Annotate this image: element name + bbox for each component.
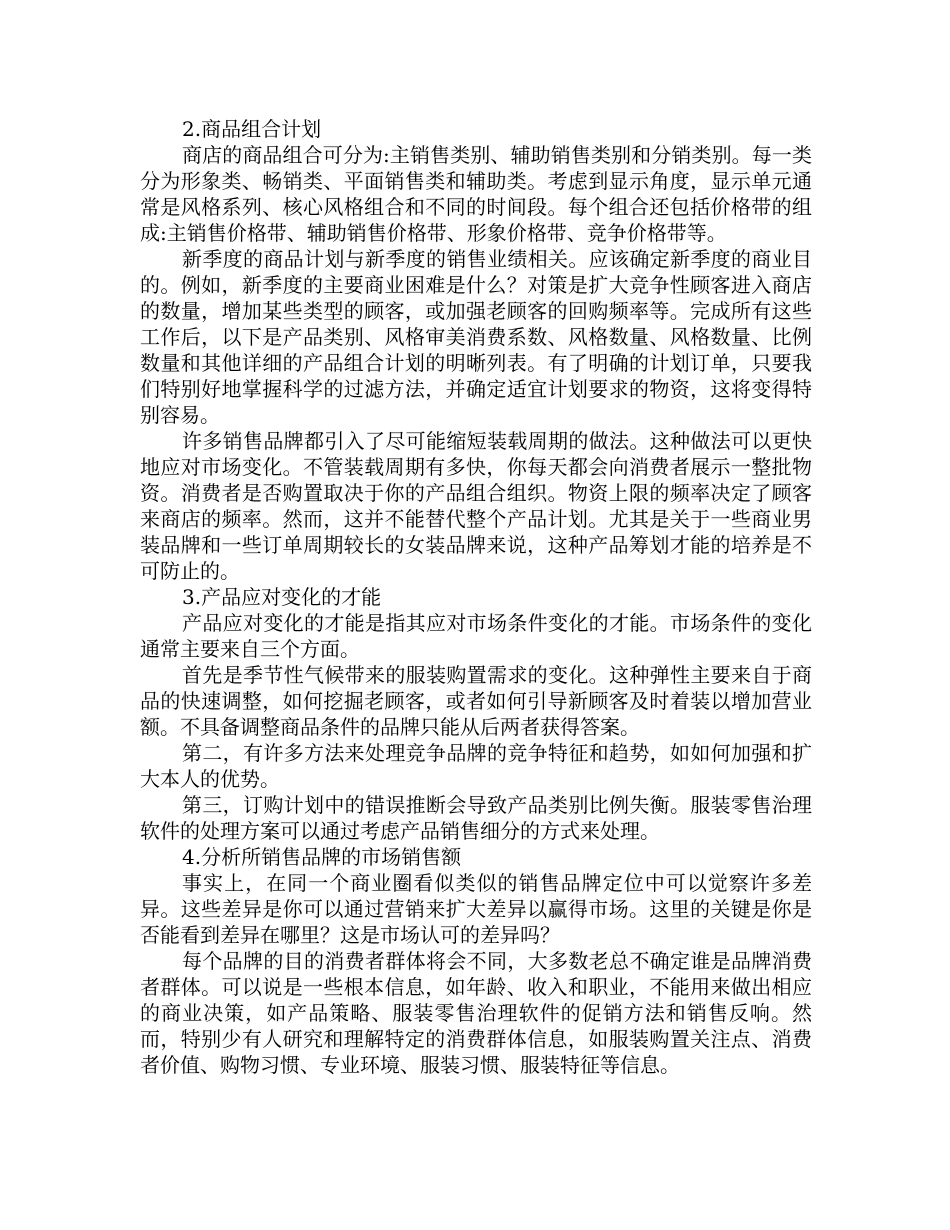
- paragraph-new-season-plan: 新季度的商品计划与新季度的销售业绩相关。应该确定新季度的商业目的。例如，新季度的主要商业困难是什么？对策是扩大竞争性顾客进入商店的数量，增加某些类型的顾客，或加强老顾客的回购频率等。完成所有这些工作后，以下是产品类别、风格审美消费系数、风格数量、风格数量、比例数量和其他详细的产品组合计划的明晰列表。有了明确的计划订单，只要我们特别好地掌握科学的过滤方法，并确定适宜计划要求的物资，这将变得特别容易。: [140, 247, 812, 427]
- paragraph-product-mix-categories: 商店的商品组合可分为:主销售类别、辅助销售类别和分销类别。每一类分为形象类、畅销类、平面销售类和辅助类。考虑到显示角度，显示单元通常是风格系列、核心风格组合和不同的时间段。每个组合还包括价格带的组成:主销售价格带、辅助销售价格带、形象价格带、竞争价格带等。: [140, 143, 812, 245]
- section-heading-market-sales: 4.分析所销售品牌的市场销售额: [182, 845, 462, 869]
- section-heading-adaptability: 3.产品应对变化的才能: [182, 585, 382, 609]
- paragraph-order-errors: 第三，订购计划中的错误推断会导致产品类别比例失衡。服装零售治理软件的处理方案可以通过考虑产品销售细分的方式来处理。: [140, 793, 812, 843]
- section-heading-product-mix: 2.商品组合计划: [182, 117, 322, 141]
- paragraph-seasonal-change: 首先是季节性气候带来的服装购置需求的变化。这种弹性主要来自于商品的快速调整，如何挖掘老顾客，或者如何引导新顾客及时着装以增加营业额。不具备调整商品条件的品牌只能从后两者获得答案。: [140, 663, 812, 739]
- paragraph-adaptability-intro: 产品应对变化的才能是指其应对市场条件变化的才能。市场条件的变化通常主要来自三个方面。: [140, 611, 812, 661]
- paragraph-competition: 第二，有许多方法来处理竞争品牌的竞争特征和趋势，如如何加强和扩大本人的优势。: [140, 741, 812, 791]
- paragraph-target-consumers: 每个品牌的目的消费者群体将会不同，大多数老总不确定谁是品牌消费者群体。可以说是一些根本信息，如年龄、收入和职业，不能用来做出相应的商业决策，如产品策略、服装零售治理软件的促销方法和销售反响。然而，特别少有人研究和理解特定的消费群体信息，如服装购置关注点、消费者价值、购物习惯、专业环境、服装习惯、服装特征等信息。: [140, 949, 812, 1077]
- paragraph-loading-cycle: 许多销售品牌都引入了尽可能缩短装载周期的做法。这种做法可以更快地应对市场变化。不管装载周期有多快，你每天都会向消费者展示一整批物资。消费者是否购置取决于你的产品组合组织。物资上限的频率决定了顾客来商店的频率。然而，这并不能替代整个产品计划。尤其是关于一些商业男装品牌和一些订单周期较长的女装品牌来说，这种产品筹划才能的培养是不可防止的。: [140, 429, 812, 583]
- paragraph-brand-differences: 事实上，在同一个商业圈看似类似的销售品牌定位中可以觉察许多差异。这些差异是你可以通过营销来扩大差异以赢得市场。这里的关键是你是否能看到差异在哪里？这是市场认可的差异吗？: [140, 871, 812, 947]
- document-body: [140, 116, 812, 1078]
